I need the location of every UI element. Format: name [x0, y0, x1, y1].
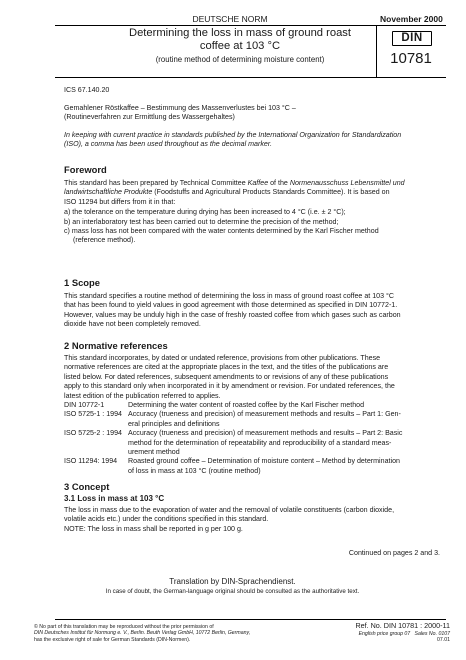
ref-desc: [128, 410, 444, 429]
normative-line-2: normative references are cited at the appropriate places in the text, and the titles of the publications are: [64, 363, 389, 372]
ref-desc-line: Roasted ground coffee – Determination of moisture content – Method by determination: [128, 457, 400, 466]
din-logo: DIN: [392, 31, 432, 46]
normative-line-4: apply to this standard only when incorporated in it by amendment or revision. For undated references, the: [64, 382, 395, 391]
concept-line-1: The loss in mass due to the evaporation of water and the removal of volatile constituents (carbon dioxide,: [64, 506, 395, 514]
foreword-line-2: landwirtschaftliche Produkte (Foodstuffs and Agricultural Products Standards Committee). It is based on: [64, 188, 390, 197]
ref-desc: [128, 429, 444, 457]
title-rule: [55, 77, 446, 78]
price-group: English price group 07: [358, 631, 411, 637]
decimal-note-line-2: (ISO), a comma has been used throughout as the decimal marker.: [64, 140, 272, 149]
sales-number: Sales No. 0107: [414, 631, 450, 637]
ref-desc-line: method for the determination of repeatability and reproducibility of a standard meas-: [128, 438, 392, 447]
translation-notice: [60, 577, 405, 595]
decimal-note-line-1: In keeping with current practice in standards published by the International Organization for Standardization: [64, 131, 402, 139]
title-line-2: coffee at 103 °C: [199, 39, 281, 52]
concept-line-2: volatile acids etc.) under the conditions specified in this standard.: [64, 515, 269, 524]
scope-line-3: However, values may be unduly high in the case of freshly roasted coffee from which gases such as carbon: [64, 310, 401, 319]
foreword-item-a: a) the tolerance on the temperature during drying has been increased to 4 °C (i.e. ± 2 °C);: [64, 208, 346, 217]
ref-desc-line: Accuracy (trueness and precision) of measurement methods and results – Part 1: Gen-: [128, 410, 401, 419]
header-date: November 2000: [380, 14, 443, 24]
price-sales: [346, 631, 450, 637]
copyright-line-2: DIN Deutsches Institut für Normung e. V., Berlin. Beuth Verlag GmbH, 10772 Berlin, Germany,: [34, 630, 251, 637]
ref-desc-line: Accuracy (trueness and precision) of measurement methods and results – Part 2: Basic: [128, 429, 403, 438]
ref-desc: [128, 401, 444, 410]
copyright-line-1: © No part of this translation may be reproduced without the prior permission of: [34, 624, 214, 630]
ref-desc-line: urement method: [128, 448, 180, 457]
ref-code: ISO 11294: 1994: [64, 457, 118, 466]
title-divider: [376, 25, 377, 77]
normative-heading: 2 Normative references: [64, 340, 168, 351]
ics-code: ICS 67.140.20: [64, 86, 110, 94]
concept-heading: 3 Concept: [64, 481, 110, 492]
footer-rule: [55, 619, 446, 620]
translation-line-2: In case of doubt, the German-language original should be consulted as the authoritative text.: [105, 588, 360, 595]
ref-number: Ref. No. DIN 10781 : 2000-11: [355, 621, 450, 630]
ref-row: [64, 410, 444, 429]
scope-line-4: dioxide have not been completely removed.: [64, 320, 201, 329]
german-title: [64, 104, 296, 123]
translation-line-1: Translation by DIN-Sprachendienst.: [169, 577, 296, 586]
copyright-notice: [34, 624, 334, 643]
concept-subheading: 3.1 Loss in mass at 103 °C: [64, 494, 165, 503]
ref-desc-line: Determining the water content of roasted coffee by the Karl Fischer method: [128, 401, 365, 410]
ref-code: ISO 5725-2 : 1994: [64, 429, 122, 438]
ref-desc: [128, 457, 444, 476]
concept-body: [64, 506, 394, 534]
ref-desc-line: eral principles and definitions: [128, 419, 220, 428]
title-line-1: Determining the loss in mass of ground roast: [129, 27, 351, 39]
ref-desc-line: of loss in mass at 103 °C (routine method): [128, 466, 261, 475]
foreword-line-1: This standard has been prepared by Technical Committee Kaffee of the Normenausschuss Lebensmittel und: [64, 179, 405, 187]
foreword-item-b: b) an interlaboratory test has been carried out to determine the precision of the method;: [64, 217, 339, 226]
ref-row: [64, 401, 444, 410]
ref-row: [64, 457, 444, 476]
scope-line-1: This standard specifies a routine method of determining the loss in mass of ground roast coffee at 103 °C: [64, 292, 394, 300]
scope-line-2: that has been found to yield values in good agreement with those determined as specified in DIN 10772-1.: [64, 301, 398, 310]
scope-heading: 1 Scope: [64, 277, 100, 288]
normative-line-1: This standard incorporates, by dated or undated reference, provisions from other publications. These: [64, 354, 381, 362]
foreword-body: [64, 179, 405, 246]
foreword-item-c-cont: (reference method).: [73, 236, 136, 245]
header-norm-label: DEUTSCHE NORM: [192, 14, 268, 24]
german-title-line-2: (Routineverfahren zur Ermittlung des Wassergehaltes): [64, 113, 235, 122]
concept-note: NOTE: The loss in mass shall be reported in g per 100 g.: [64, 524, 243, 533]
normative-line-3: listed below. For dated references, subsequent amendments to or revisions of any of these publications: [64, 372, 389, 381]
footer-ref-block: [346, 621, 450, 644]
title-block: [105, 27, 375, 64]
continued-note: Continued on pages 2 and 3.: [348, 549, 440, 557]
ref-code: DIN 10772-1: [64, 401, 105, 410]
header-rule: [55, 25, 446, 26]
normative-line-5: latest edition of the publication referred to applies.: [64, 391, 221, 400]
scope-body: [64, 292, 401, 330]
foreword-line-3: ISO 11294 but differs from it in that:: [64, 197, 176, 206]
ref-row: [64, 429, 444, 457]
decimal-marker-note: [64, 131, 401, 150]
foreword-heading: Foreword: [64, 164, 107, 175]
german-title-line-1: Gemahlener Röstkaffee – Bestimmung des Massenverlustes bei 103 °C –: [64, 104, 296, 112]
title-subtitle: (routine method of determining moisture content): [155, 55, 325, 64]
ref-code: ISO 5725-1 : 1994: [64, 410, 122, 419]
din-number: 10781: [390, 50, 432, 67]
copyright-line-3: has the exclusive right of sale for German Standards (DIN-Normen).: [34, 636, 191, 643]
foreword-item-c: c) mass loss has not been compared with the water contents determined by the Karl Fischer method: [64, 227, 379, 236]
footer-code: 07.01: [437, 637, 450, 644]
normative-body: [64, 354, 444, 476]
